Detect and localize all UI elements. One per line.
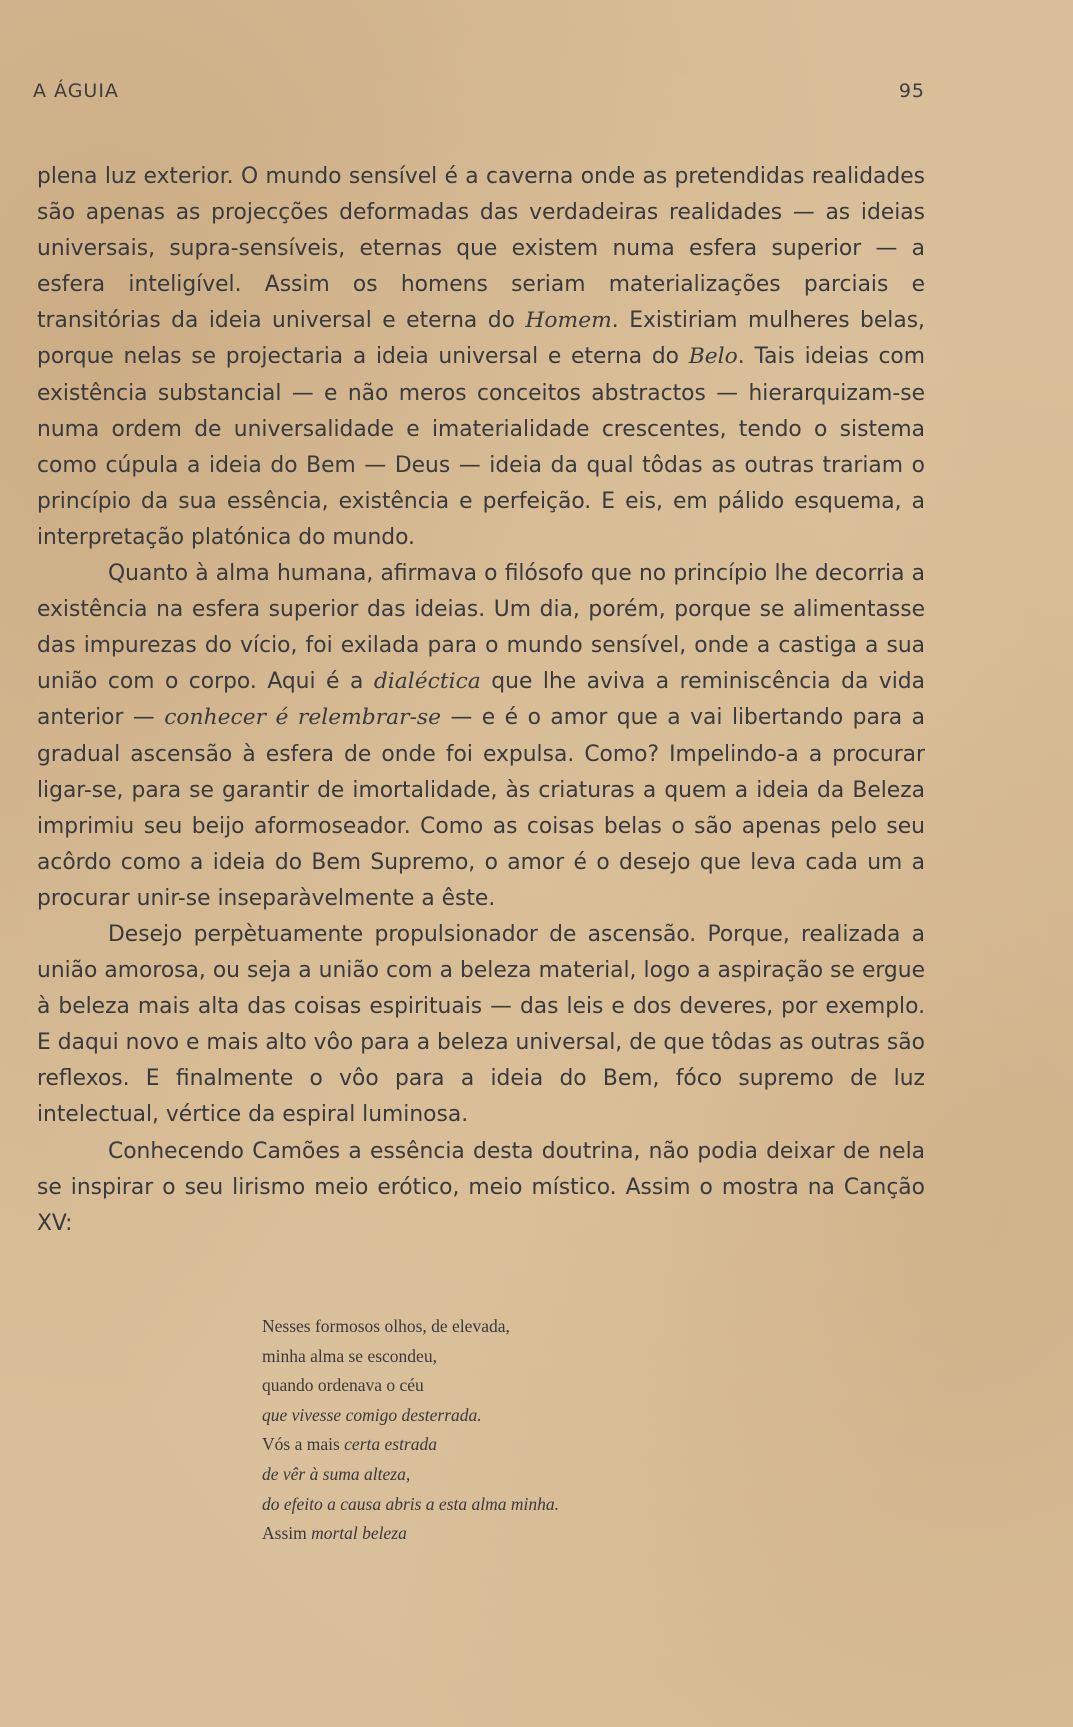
poem-line bbox=[262, 1460, 782, 1490]
paragraph bbox=[37, 1134, 925, 1242]
text-run: Quanto à alma humana, afirmava o filósofo que no princípio lhe decorria a existência na esfera superior das ideias. Um dia, porém, porque se alimentasse das impurezas do vício, foi exilada para o mundo sensível, onde a castiga a sua união com o corpo. Aqui é a bbox=[37, 561, 925, 695]
poem-line bbox=[262, 1401, 782, 1431]
running-head-title: A ÁGUIA bbox=[33, 80, 119, 102]
text-run: Vós a mais bbox=[262, 1434, 345, 1455]
italic-text: certa estrada bbox=[344, 1434, 437, 1455]
text-run: Assim bbox=[262, 1523, 312, 1544]
poem-line bbox=[262, 1342, 782, 1372]
text-run: Desejo perpètuamente propulsionador de ascensão. Porque, realizada a união amorosa, ou seja a união com a beleza material, logo a aspiração se ergue à beleza mais alta das coisas espirituais — das leis e dos deveres, por exemplo. E daqui novo e mais alto vôo para a beleza universal, de que tôdas as outras são reflexos. E finalmente o vôo para a ideia do Bem, fóco supremo de luz intelectual, vértice da espiral luminosa. bbox=[37, 921, 925, 1128]
paragraph bbox=[37, 556, 925, 917]
text-run: — e é o amor que a vai libertando para a gradual ascensão à esfera de onde foi expulsa. Como? Impelindo-a a procurar ligar-se, para se garantir de imortalidade, às criaturas a quem a ideia da Beleza imprimiu seu beijo aformoseador. Como as coisas belas o são apenas pelo seu acôrdo como a ideia do Bem Supremo, o amor é o desejo que leva cada um a procurar unir-se inseparàvelmente a êste. bbox=[37, 705, 925, 911]
italic-text: conhecer é relembrar-se bbox=[164, 705, 442, 731]
text-run: minha alma se escondeu, bbox=[262, 1345, 437, 1366]
paragraph bbox=[37, 917, 925, 1134]
italic-text: de vêr à suma alteza, bbox=[262, 1463, 411, 1484]
text-run: Conhecendo Camões a essência desta doutrina, não podia deixar de nela se inspirar o seu lirismo meio erótico, meio místico. Assim o mostra na Canção XV: bbox=[37, 1138, 925, 1236]
italic-text: que vivesse comigo desterrada. bbox=[262, 1404, 482, 1425]
body-text bbox=[37, 159, 925, 1242]
italic-text: mortal beleza bbox=[311, 1523, 407, 1544]
poem-line bbox=[262, 1519, 782, 1549]
text-run: Nesses formosos olhos, de elevada, bbox=[262, 1316, 510, 1336]
text-run: que lhe aviva a reminiscência da vida anterior — bbox=[37, 669, 926, 731]
text-run: plena luz exterior. O mundo sensível é a caverna onde as pretendidas realidades são apenas as projecções deformadas das verdadeiras realidades — as ideias universais, supra-sensíveis, eternas que existem numa esfera superior — a esfera inteligível. Assim os homens seriam materializações parciais e transitórias da ideia universal e eterna do bbox=[37, 164, 925, 334]
text-run: . Tais ideias com existência substancial — e não meros conceitos abstractos — hierarquizam-se numa ordem de universalidade e imaterialidade crescentes, tendo o sistema como cúpula a ideia do Bem — Deus — ideia da qual tôdas as outras trariam o princípio da sua essência, existência e perfeição. E eis, em pálido esquema, a interpretação platónica do mundo. bbox=[37, 344, 925, 550]
poem-line bbox=[262, 1490, 782, 1520]
italic-text: Homem bbox=[525, 308, 612, 334]
text-run: quando ordenava o céu bbox=[262, 1375, 424, 1396]
italic-text: do efeito a causa abris a esta alma minha. bbox=[262, 1493, 559, 1514]
poem-line bbox=[262, 1430, 782, 1460]
poem-quotation bbox=[262, 1312, 782, 1549]
italic-text: Belo bbox=[688, 344, 738, 370]
text-run: . Existiriam mulheres belas, porque nelas se projectaria a ideia universal e eterna do bbox=[37, 308, 925, 370]
italic-text: dialéctica bbox=[373, 669, 481, 695]
paragraph bbox=[37, 159, 925, 556]
poem-line bbox=[262, 1371, 782, 1401]
page-number: 95 bbox=[898, 80, 925, 102]
poem-line bbox=[262, 1312, 782, 1342]
